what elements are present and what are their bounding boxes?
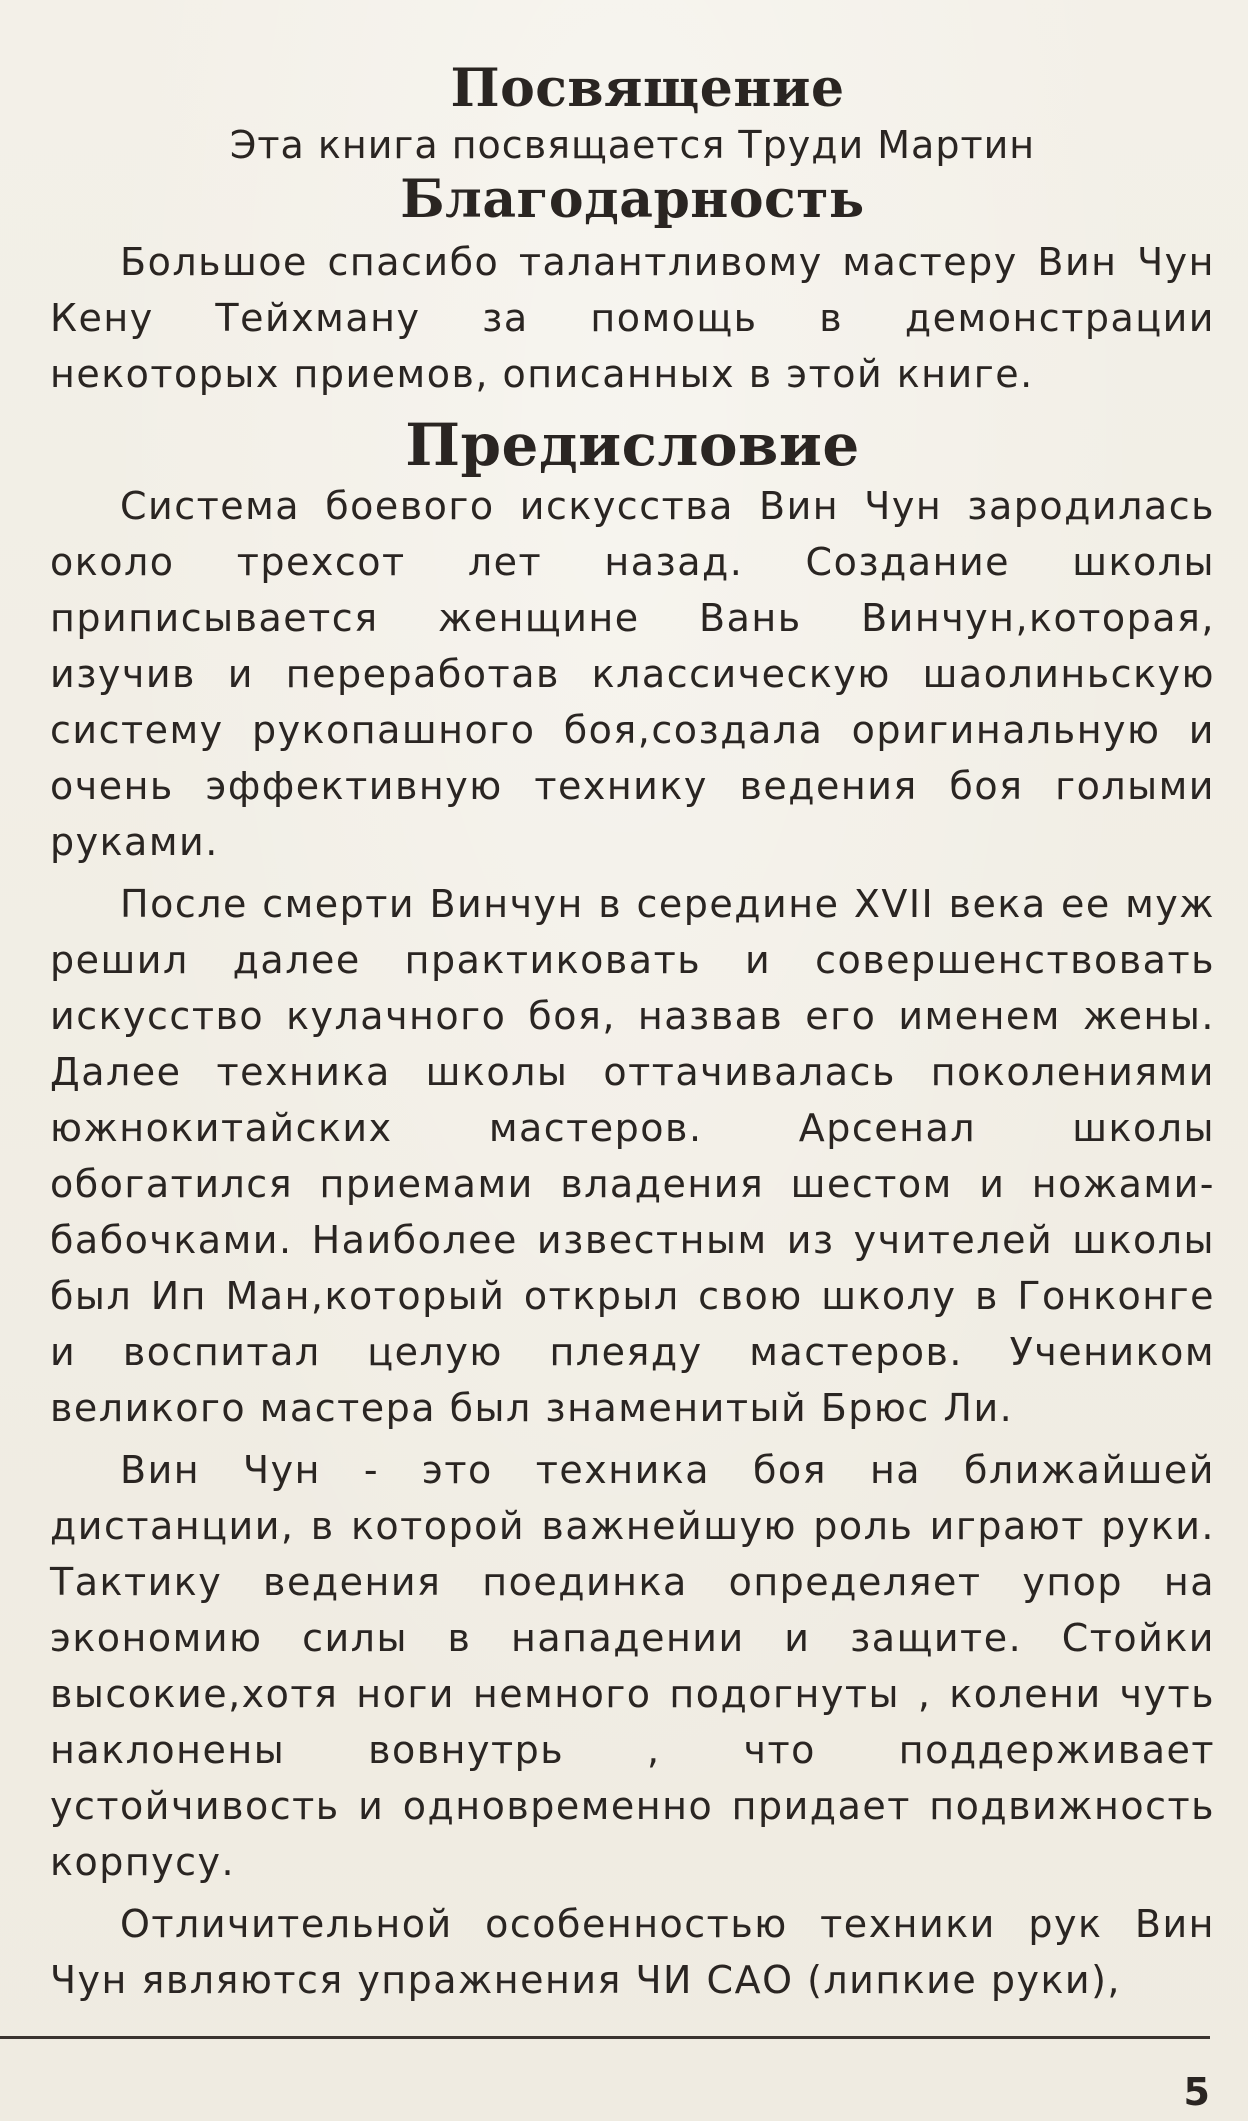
acknowledgements-heading: Благодарность <box>400 169 865 231</box>
preface-paragraph-3: Вин Чун - это техника боя на ближайшей дистанции, в которой важнейшую роль играют руки. Тактику ведения поединка определяет упор на экономию силы в нападении и защите. Стойки высокие,хотя ноги немного подогнуты , колени чуть наклонены вовнутрь , что поддерживает устойчивость и одновременно придает подвижность корпусу. <box>50 1448 1215 1885</box>
dedication-heading: Посвящение <box>450 58 845 119</box>
preface-paragraph-1: Система боевого искусства Вин Чун зародилась около трехсот лет назад. Создание школы приписывается женщине Вань Винчун,которая, изучив и переработав классическую шаолиньскую систему рукопашного боя,создала оригинальную и очень эффективную технику ведения боя голыми руками. <box>50 484 1215 865</box>
preface-paragraph-4: Отличительной особенностью техники рук Вин Чун являются упражнения ЧИ САО (липкие руки), <box>50 1902 1215 2003</box>
page-content <box>50 60 1215 2008</box>
dedication-text: Эта книга посвящается Труди Мартин <box>229 123 1036 168</box>
footer-divider <box>0 2036 1210 2039</box>
page-number: 5 <box>1183 2070 1210 2114</box>
preface-heading: Предисловие <box>405 411 860 480</box>
preface-paragraph-2: После смерти Винчун в середине XVII века ее муж решил далее практиковать и совершенствовать искусство кулачного боя, назвав его именем жены. Далее техника школы оттачивалась поколениями южнокитайских мастеров. Арсенал школы обогатился приемами владения шестом и ножами-бабочками. Наиболее известным из учителей школы был Ип Ман,который открыл свою школу в Гонконге и воспитал целую плеяду мастеров. Учеником великого мастера был знаменитый Брюс Ли. <box>50 882 1215 1431</box>
acknowledgements-text: Большое спасибо талантливому мастеру Вин Чун Кену Тейхману за помощь в демонстрации некоторых приемов, описанных в этой книге. <box>50 240 1215 397</box>
